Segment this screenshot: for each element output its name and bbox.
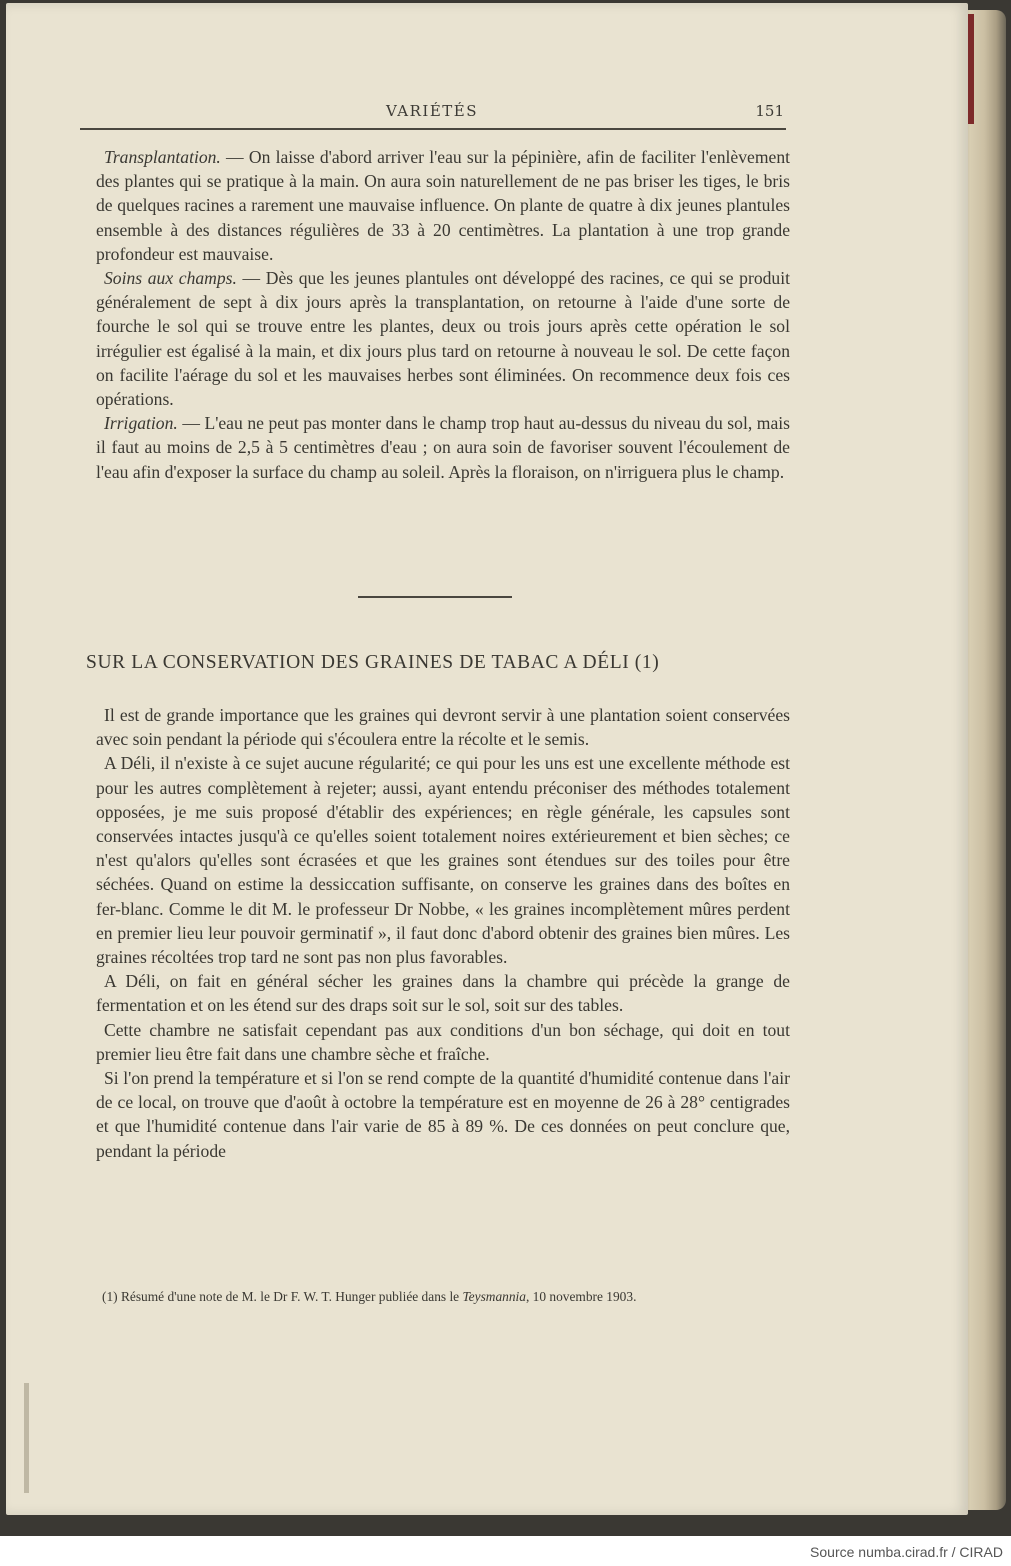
- body-paragraph: Si l'on prend la température et si l'on se rend compte de la quantité d'humidité contenue dans l'air de ce local, on trouve que d'août à octobre la température est en moyenne de 26 à 28° centigrades et que l'humidité contenue dans l'air varie de 85 à 89 %. De ces données on peut conclure que, pendant la période: [96, 1068, 790, 1161]
- body-paragraph: Cette chambre ne satisfait cependant pas aux conditions d'un bon séchage, qui doit en tout premier lieu être fait dans une chambre sèche et fraîche.: [96, 1019, 790, 1064]
- footnote-date: , 10 novembre 1903.: [525, 1289, 637, 1304]
- page-number: 151: [755, 102, 784, 120]
- footnote-journal: Teysmannia: [462, 1289, 526, 1304]
- paragraph-soins-aux-champs: [96, 266, 790, 411]
- run-in-heading: Transplantation.: [104, 147, 221, 167]
- paragraph-body: — L'eau ne peut pas monter dans le champ trop haut au-dessus du niveau du sol, mais il faut au moins de 2,5 à 5 centimètres d'eau ; on aura soin de favoriser souvent l'écoulement de l'eau afin d'exposer la surface du champ au soleil. Après la floraison, on n'irriguera plus le champ.: [96, 413, 790, 482]
- source-bar: [0, 1536, 1011, 1566]
- footnote: [102, 1287, 798, 1306]
- paragraph-transplantation: [96, 145, 790, 266]
- page-curl-mark: [24, 1383, 29, 1493]
- run-in-heading: Irrigation.: [104, 413, 178, 434]
- section-title: SUR LA CONSERVATION DES GRAINES DE TABAC A DÉLI (1): [86, 652, 660, 673]
- paragraph-body: — Dès que les jeunes plantules ont développé des racines, ce qui se produit généralement de sept à dix jours après la transplantation, on retourne à l'aide d'une sorte de fourche le sol qui se trouve entre les plantes, deux ou trois jours après cette opération le sol irrégulier est égalisé à la main, et dix jours plus tard on retourne à nouveau le sol. De cette façon on facilite l'aérage du sol et les mauvaises herbes sont éliminées. On recommence deux fois ces opérations.: [96, 268, 790, 410]
- paragraph-irrigation: [96, 411, 790, 484]
- footnote-text: (1) Résumé d'une note de M. le Dr F. W. T. Hunger publiée dans le: [102, 1289, 463, 1304]
- header-rule: [80, 128, 786, 130]
- run-in-heading: Soins aux champs.: [104, 268, 237, 289]
- section-separator: [358, 596, 512, 598]
- body-paragraph: A Déli, on fait en général sécher les graines dans la chambre qui précède la grange de fermentation et on les étend sur des draps soit sur le sol, soit sur des tables.: [96, 971, 790, 1016]
- paragraph-body: — On laisse d'abord arriver l'eau sur la pépinière, afin de faciliter l'enlèvement des plantes qui se pratique à la main. On aura soin naturellement de ne pas briser les tiges, le bris de quelques racines a rarement une mauvaise influence. On plante de quatre à dix jeunes plantules ensemble à des distances régulières de 33 à 20 centimètres. La plantation à une trop grande profondeur est mauvaise.: [96, 147, 790, 264]
- running-head: [80, 102, 784, 126]
- body-paragraph: A Déli, il n'existe à ce sujet aucune régularité; ce qui pour les uns est une excellente méthode est pour les autres complètement à rejeter; aussi, ayant entendu préconiser des méthodes totalement opposées, je me suis proposé d'établir des expériences; en règle générale, les capsules sont conservées intactes jusqu'à ce qu'elles soient totalement noires extérieurement et bien sèches; ce n'est qu'alors qu'elles sont écrasées et que les graines sont étendues sur des toiles pour être séchées. Quand on estime la dessiccation suffisante, on conserve les graines dans des boîtes en fer-blanc. Comme le dit M. le professeur Dr Nobbe, « les graines incomplètement mûres perdent en premier lieu leur pouvoir germinatif », il faut donc d'abord obtenir des graines bien mûres. Les graines récoltées trop tard ne sont pas non plus favorables.: [96, 753, 790, 968]
- running-title: VARIÉTÉS: [385, 102, 479, 120]
- body-paragraph: Il est de grande importance que les graines qui devront servir à une plantation soient conservées avec soin pendant la période qui s'écoulera entre la récolte et le semis.: [96, 705, 790, 750]
- cultivation-text-block: [96, 145, 790, 484]
- source-credit: Source numba.cirad.fr / CIRAD: [810, 1544, 1003, 1560]
- conservation-text-block: [96, 703, 790, 1163]
